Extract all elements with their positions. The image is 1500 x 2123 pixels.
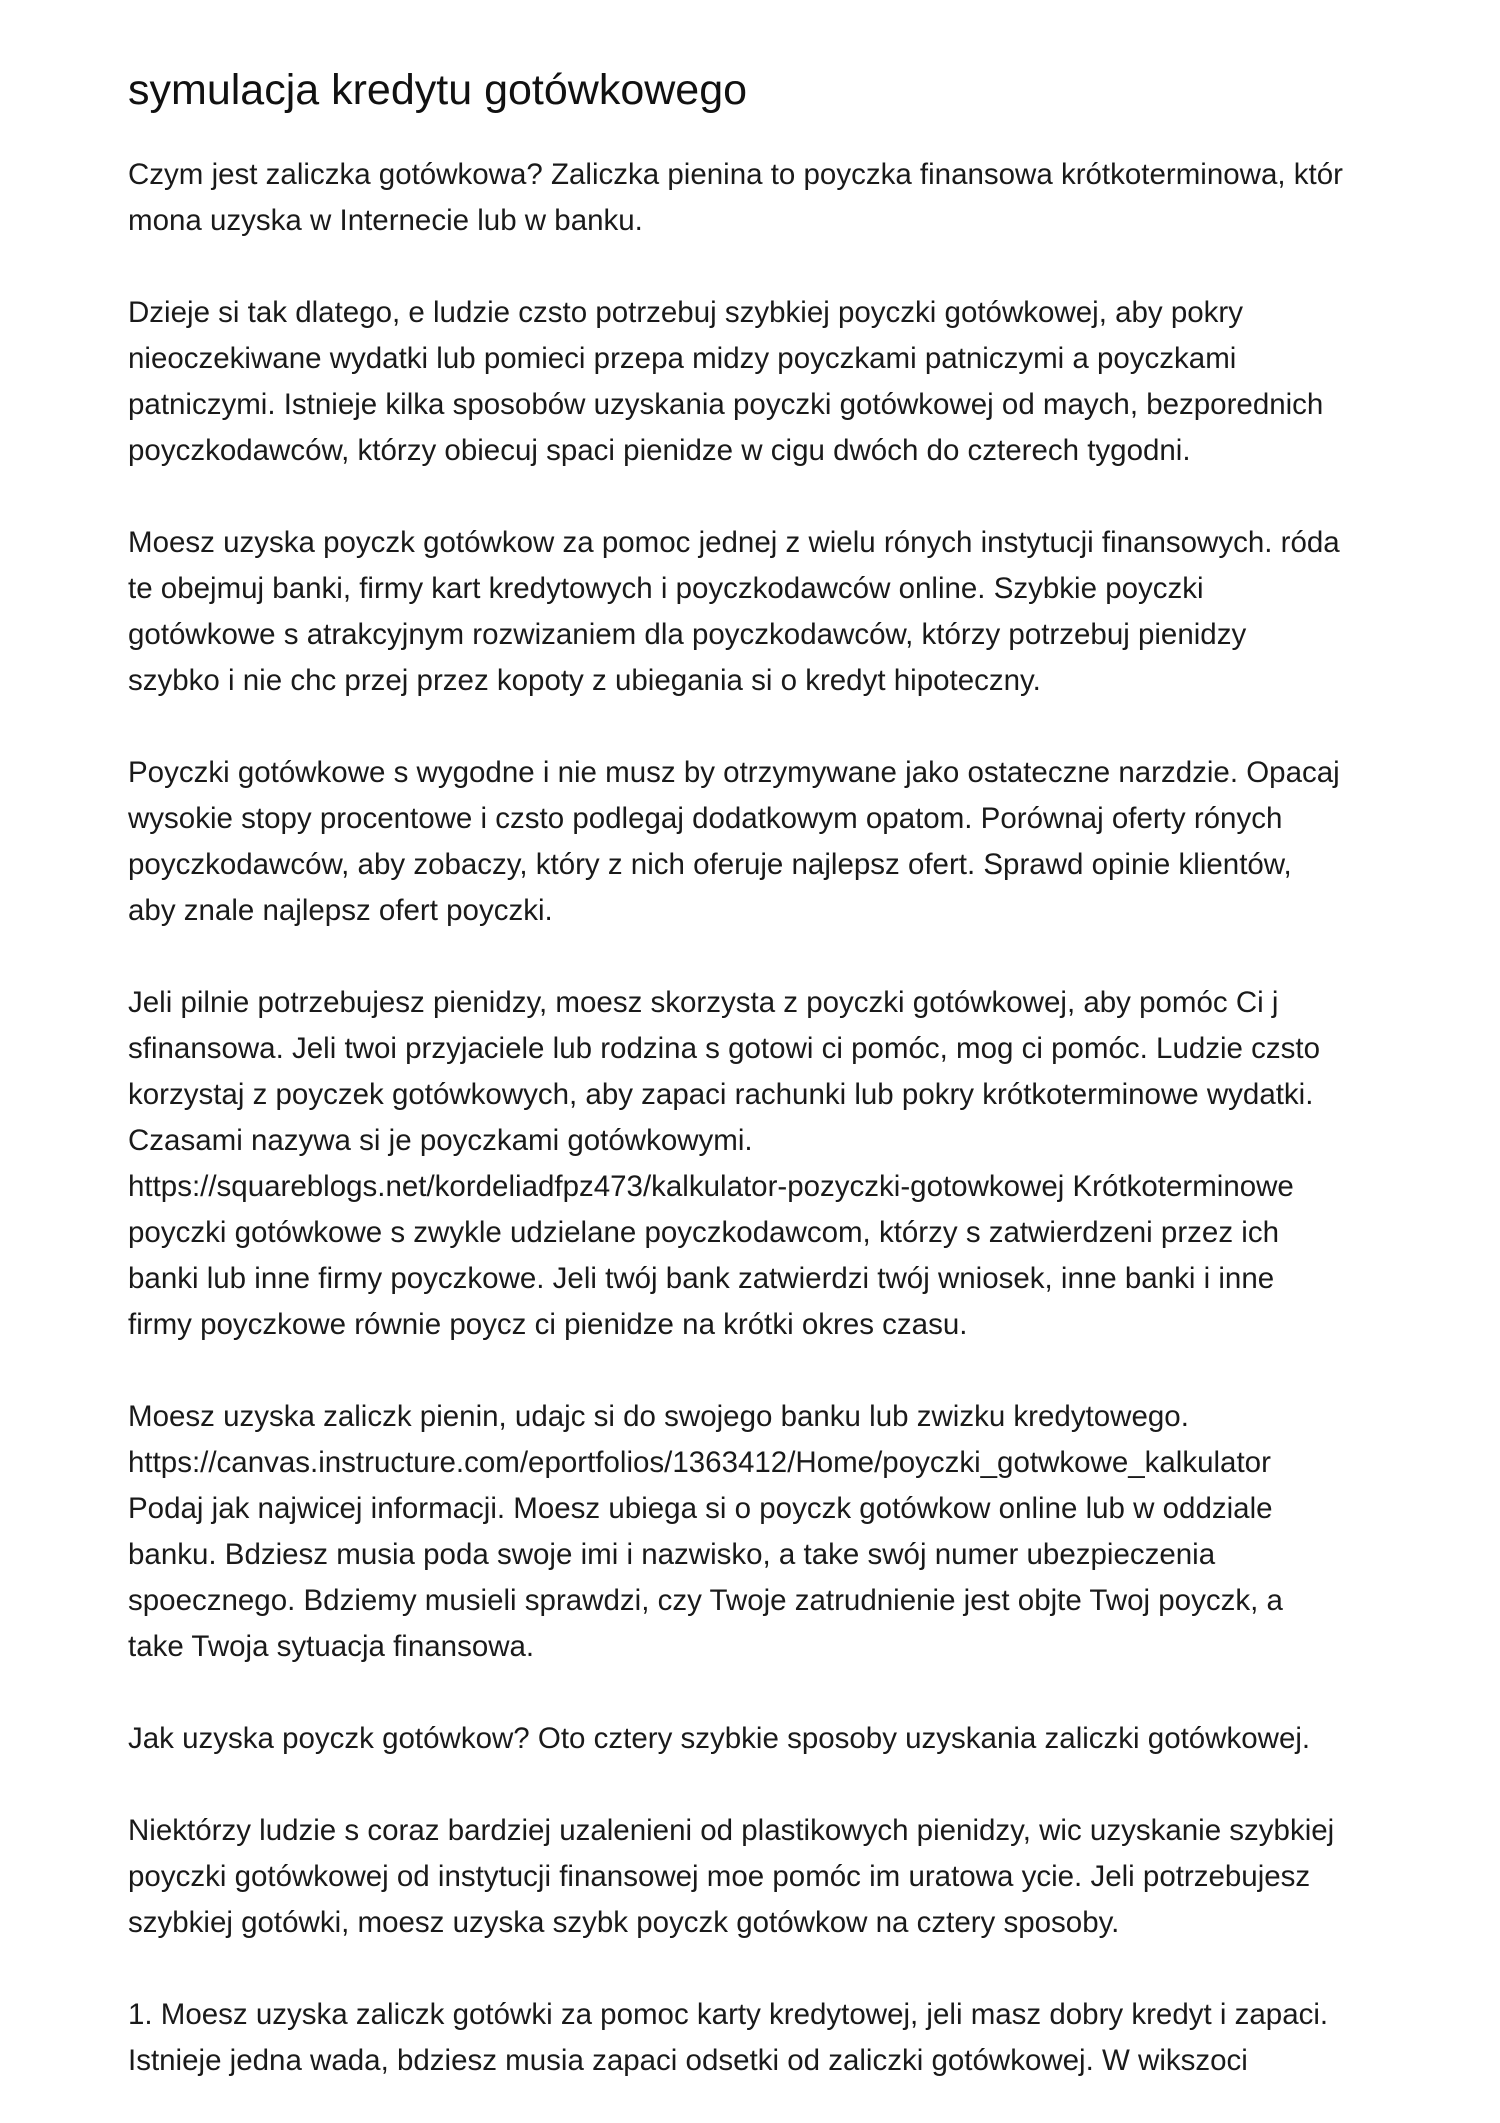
paragraph-3: Moesz uzyska poyczk gotówkow za pomoc jednej z wielu rónych instytucji finansowych. róda te obejmuj banki, firmy kart kredytowych i poyczkodawców online. Szybkie poyczki gotówkowe s atrakcyjnym rozwizaniem dla poyczkodawców, którzy potrzebuj pienidzy szybko i nie chc przej przez kopoty z ubiegania si o kredyt hipoteczny. bbox=[128, 526, 1340, 697]
paragraph-1: Czym jest zaliczka gotówkowa? Zaliczka pienina to poyczka finansowa krótkoterminowa, któr mona uzyska w Internecie lub w banku. bbox=[128, 158, 1343, 237]
paragraph-6: Moesz uzyska zaliczk pienin, udajc si do swojego banku lub zwizku kredytowego. https://canvas.instructure.com/eportfolios/1363412/Home/poyczki_gotwkowe_kalkulator Podaj jak najwicej informacji. Moesz ubiega si o poyczk gotówkow online lub w oddziale banku. Bdziesz musia poda swoje imi i nazwisko, a take swój numer ubezpieczenia spoecznego. Bdziemy musieli sprawdzi, czy Twoje zatrudnienie jest objte Twoj poyczk, a take Twoja sytuacja finansowa. bbox=[128, 1400, 1283, 1663]
document-body bbox=[128, 62, 1390, 2123]
paragraph-7: Jak uzyska poyczk gotówkow? Oto cztery szybkie sposoby uzyskania zaliczki gotówkowej. bbox=[128, 1722, 1311, 1755]
paragraph-9: 1. Moesz uzyska zaliczk gotówki za pomoc karty kredytowej, jeli masz dobry kredyt i zapaci. Istnieje jedna wada, bdziesz musia zapaci odsetki od zaliczki gotówkowej. W wikszoci bbox=[128, 1998, 1329, 2077]
paragraph-2: Dzieje si tak dlatego, e ludzie czsto potrzebuj szybkiej poyczki gotówkowej, aby pokry nieoczekiwane wydatki lub pomieci przepa midzy poyczkami patniczymi a poyczkami patniczymi. Istnieje kilka sposobów uzyskania poyczki gotówkowej od maych, bezporednich poyczkodawców, którzy obiecuj spaci pienidze w cigu dwóch do czterech tygodni. bbox=[128, 296, 1324, 467]
document-title: symulacja kredytu gotówkowego bbox=[128, 66, 748, 114]
paragraph-4: Poyczki gotówkowe s wygodne i nie musz by otrzymywane jako ostateczne narzdzie. Opacaj wysokie stopy procentowe i czsto podlegaj dodatkowym opatom. Porównaj oferty rónych poyczkodawców, aby zobaczy, który z nich oferuje najlepsz ofert. Sprawd opinie klientów, aby znale najlepsz ofert poyczki. bbox=[128, 756, 1340, 927]
paragraph-8: Niektórzy ludzie s coraz bardziej uzalenieni od plastikowych pienidzy, wic uzyskanie szybkiej poyczki gotówkowej od instytucji finansowej moe pomóc im uratowa ycie. Jeli potrzebujesz szybkiej gotówki, moesz uzyska szybk poyczk gotówkow na cztery sposoby. bbox=[128, 1814, 1335, 1939]
paragraph-5: Jeli pilnie potrzebujesz pienidzy, moesz skorzysta z poyczki gotówkowej, aby pomóc Ci j sfinansowa. Jeli twoi przyjaciele lub rodzina s gotowi ci pomóc, mog ci pomóc. Ludzie czsto korzystaj z poyczek gotówkowych, aby zapaci rachunki lub pokry krótkoterminowe wydatki. Czasami nazywa si je poyczkami gotówkowymi. https://squareblogs.net/kordeliadfpz473/kalkulator-pozyczki-gotowkowej Krótkoterminowe poyczki gotówkowe s zwykle udzielane poyczkodawcom, którzy s zatwierdzeni przez ich banki lub inne firmy poyczkowe. Jeli twój bank zatwierdzi twój wniosek, inne banki i inne firmy poyczkowe równie poycz ci pienidze na krótki okres czasu. bbox=[128, 986, 1321, 1341]
